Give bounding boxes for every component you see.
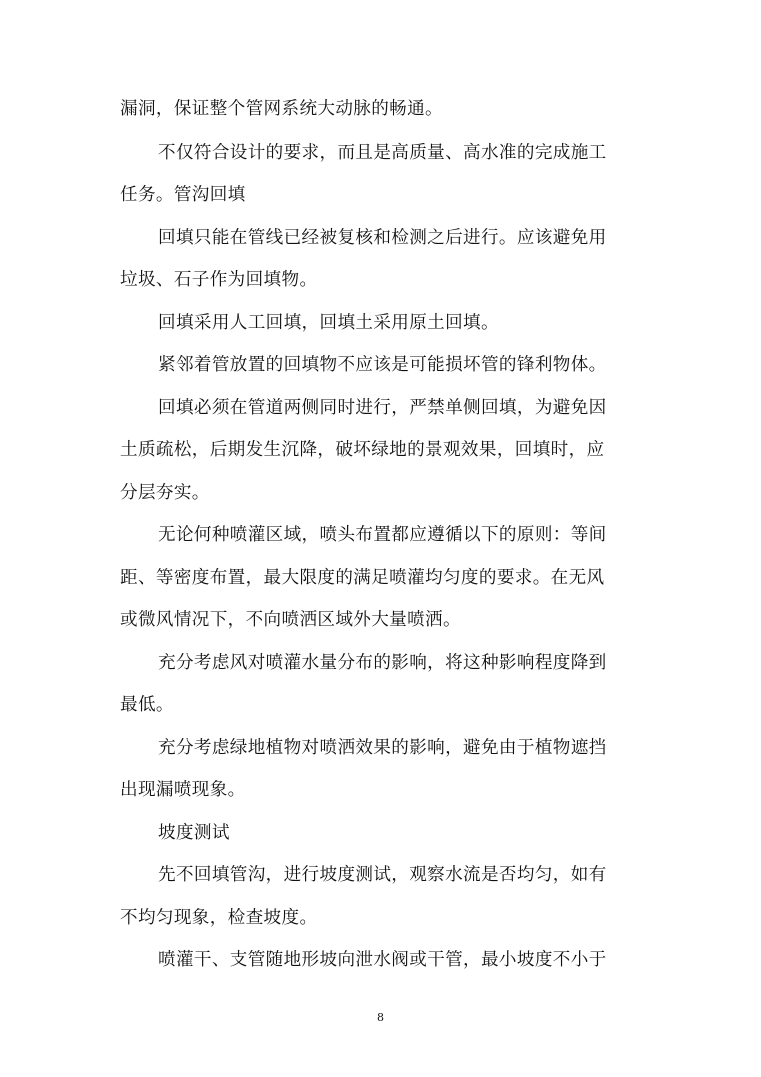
text-line: 分层夯实。 bbox=[120, 483, 210, 503]
page-number: 8 bbox=[377, 1011, 384, 1024]
text-line: 或微风情况下，不向喷洒区域外大量喷洒。 bbox=[120, 610, 461, 630]
text-line: 土质疏松，后期发生沉降，破坏绿地的景观效果，回填时，应 bbox=[120, 440, 605, 460]
text-line: 漏洞，保证整个管网系统大动脉的畅通。 bbox=[120, 99, 443, 119]
text-line: 充分考虑绿地植物对喷洒效果的影响，避免由于植物遮挡 bbox=[158, 738, 607, 758]
section-heading: 坡度测试 bbox=[158, 823, 230, 843]
text-line: 不均匀现象，检查坡度。 bbox=[120, 908, 318, 928]
text-line: 回填采用人工回填，回填土采用原土回填。 bbox=[158, 313, 499, 333]
text-line: 充分考虑风对喷灌水量分布的影响，将这种影响程度降到 bbox=[158, 653, 607, 673]
text-line: 最低。 bbox=[120, 695, 174, 715]
text-line: 回填只能在管线已经被复核和检测之后进行。应该避免用 bbox=[158, 228, 607, 248]
text-line: 出现漏喷现象。 bbox=[120, 780, 246, 800]
text-line: 不仅符合设计的要求，而且是高质量、高水准的完成施工 bbox=[158, 143, 607, 163]
text-line: 紧邻着管放置的回填物不应该是可能损坏管的锋利物体。 bbox=[158, 355, 607, 375]
text-line: 先不回填管沟，进行坡度测试，观察水流是否均匀，如有 bbox=[158, 865, 607, 885]
text-line: 回填必须在管道两侧同时进行，严禁单侧回填，为避免因 bbox=[158, 398, 607, 418]
text-line: 无论何种喷灌区域，喷头布置都应遵循以下的原则：等间 bbox=[158, 525, 607, 545]
text-line: 喷灌干、支管随地形坡向泄水阀或干管，最小坡度不小于 bbox=[158, 950, 607, 970]
text-line: 任务。管沟回填 bbox=[120, 185, 246, 205]
text-line: 距、等密度布置，最大限度的满足喷灌均匀度的要求。在无风 bbox=[120, 568, 605, 588]
text-line: 垃圾、石子作为回填物。 bbox=[120, 270, 318, 290]
